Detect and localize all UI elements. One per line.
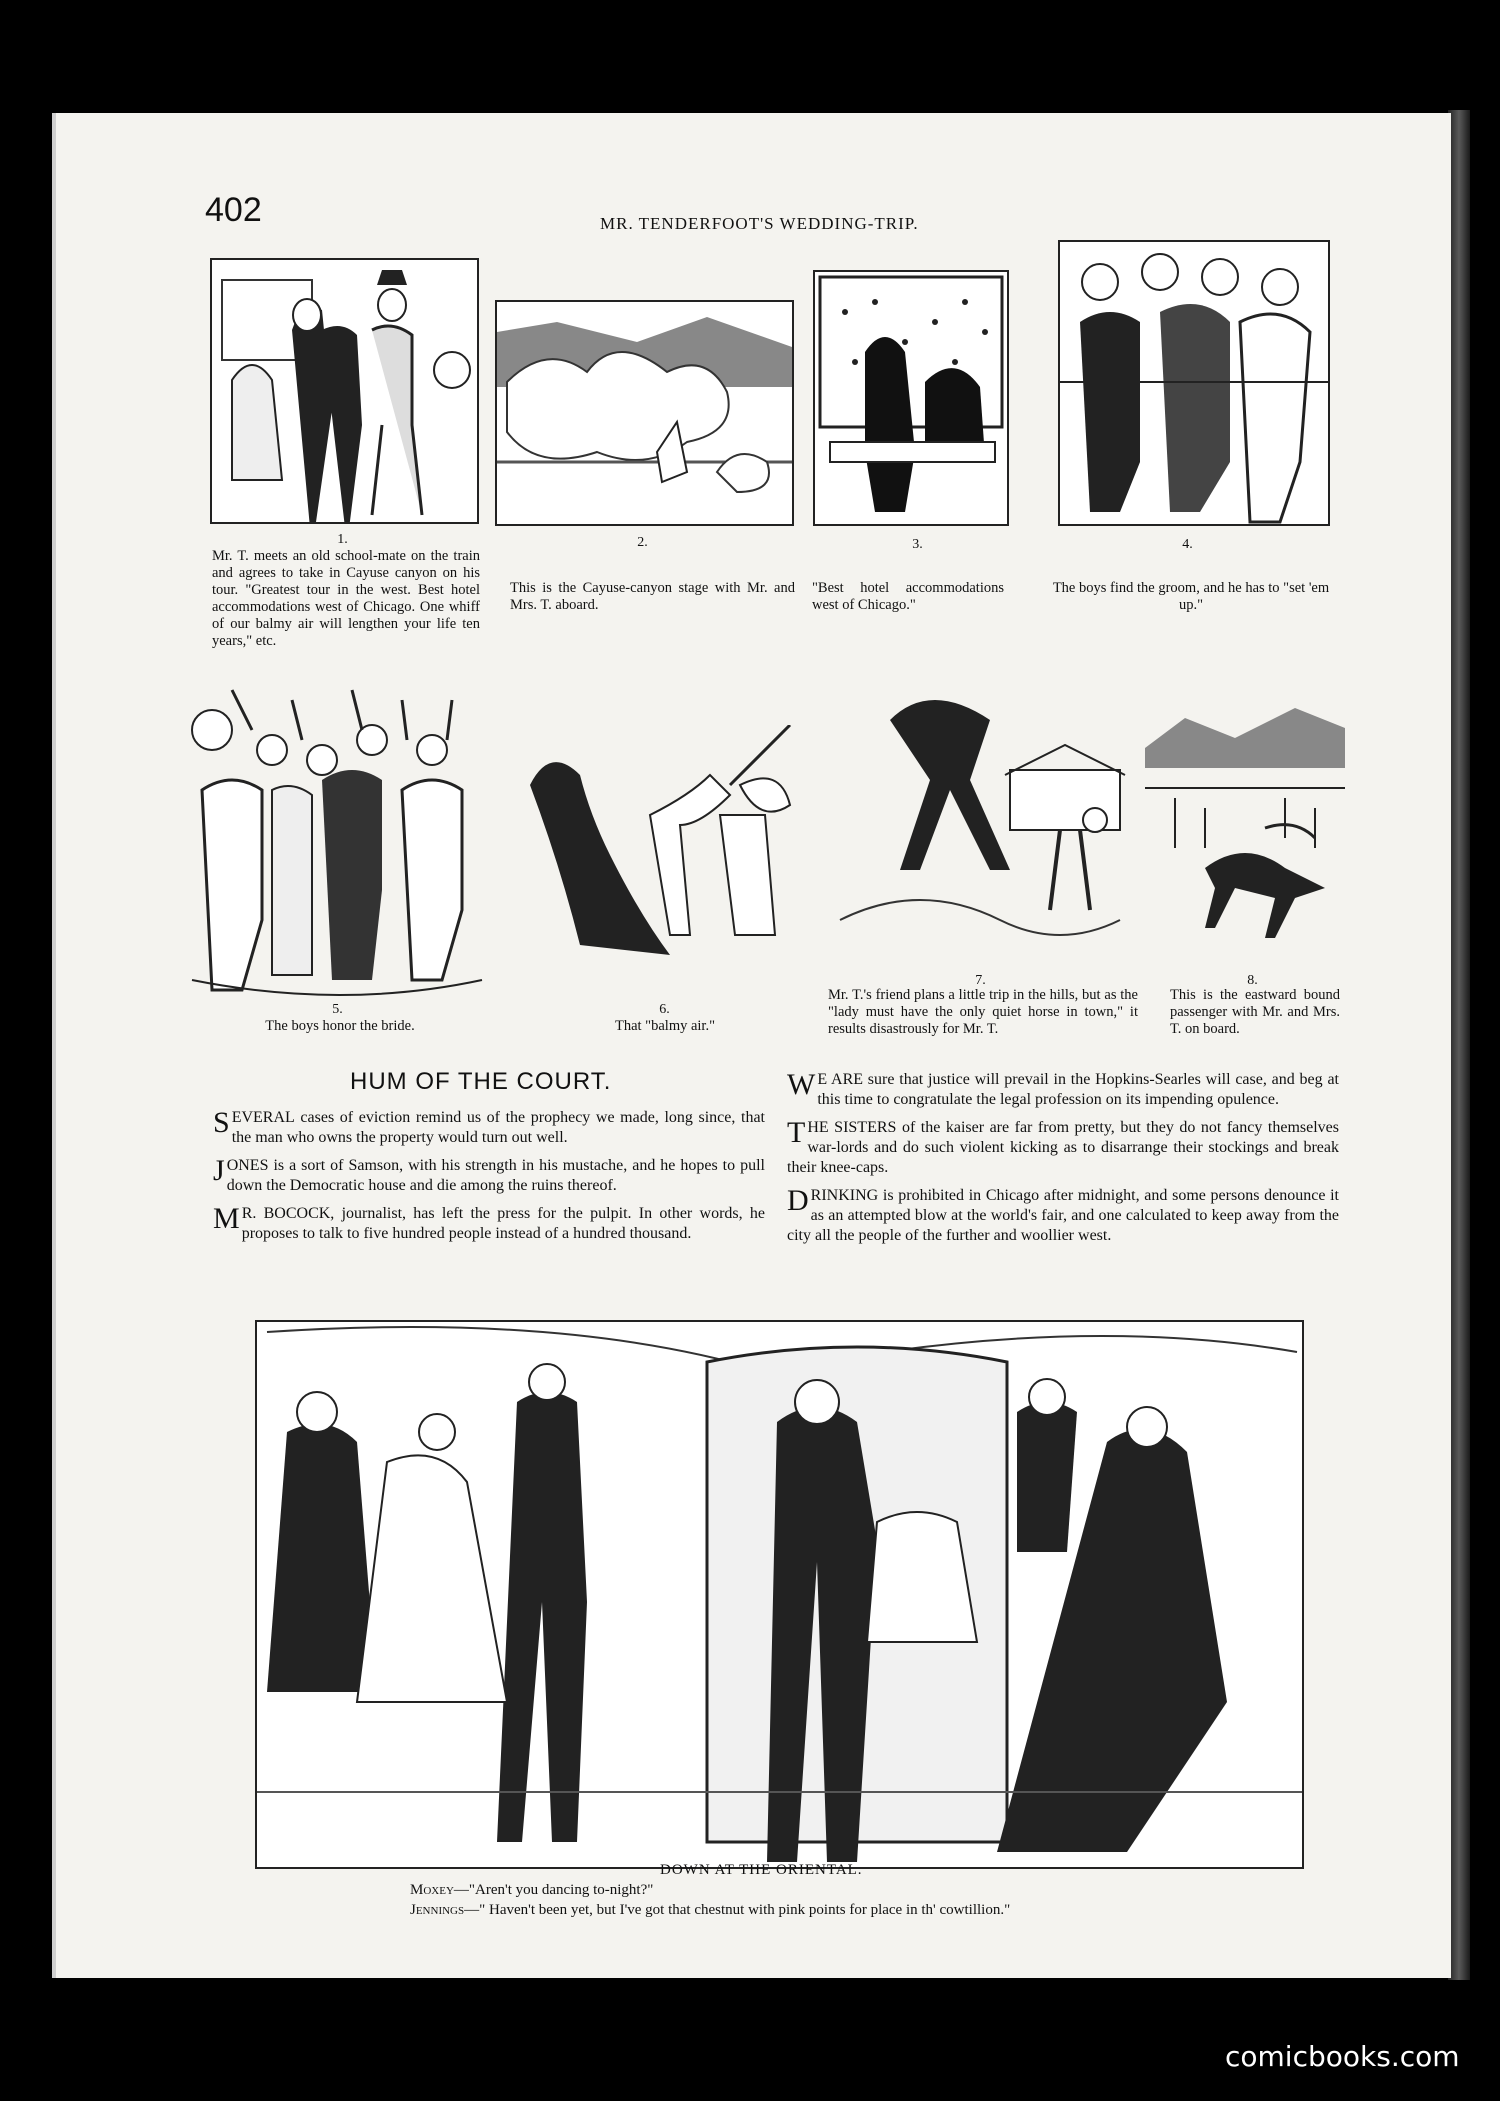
hum-right-column (787, 1070, 1339, 1254)
hum-of-the-court-title: HUM OF THE COURT. (350, 1068, 612, 1095)
panel-4-number: 4. (1182, 537, 1193, 552)
book-spine (1448, 110, 1470, 1980)
oriental-dialogue-jennings: Jennings—" Haven't been yet, but I've got that chestnut with pink points for place in th' cowtillion." (410, 1902, 1011, 1918)
hum-paragraph: SEVERAL cases of eviction remind us of the prophecy we made, long since, that the man who owns the property would turn out well. (213, 1106, 765, 1146)
panel-7-number: 7. (975, 973, 986, 988)
hum-paragraph: W E ARE sure that justice will prevail in the Hopkins-Searles will case, and beg at this time to congratulate the legal profession on its impending opulence. (787, 1068, 1339, 1108)
panel-5-illustration (172, 680, 492, 1000)
panel-1-number: 1. (337, 532, 348, 547)
panel-5-caption: The boys honor the bride. (265, 1018, 415, 1034)
hum-paragraph: JONES is a sort of Samson, with his strength in his mustache, and he hopes to pull down the Democratic house and die among the ruins thereof. (213, 1154, 765, 1194)
panel-3-caption: "Best hotel accommodations west of Chicago." (812, 580, 1004, 613)
site-watermark: comicbooks.com (1225, 2040, 1460, 2073)
panel-2-caption: This is the Cayuse-canyon stage with Mr. and Mrs. T. aboard. (510, 580, 795, 613)
panel-5-number: 5. (332, 1002, 343, 1017)
panel-6-number: 6. (659, 1002, 670, 1017)
panel-2-illustration (495, 300, 794, 526)
panel-8-caption: This is the eastward bound passenger with Mr. and Mrs. T. on board. (1170, 987, 1340, 1037)
page-number: 402 (205, 191, 262, 229)
panel-4-illustration (1058, 240, 1330, 526)
panel-7-illustration (830, 680, 1140, 980)
hum-paragraph: THE SISTERS of the kaiser are far from pretty, but they do not fancy themselves war-lords and do such violent kicking as to disarrange their stockings and break their knee-caps. (787, 1116, 1339, 1176)
panel-1-caption: Mr. T. meets an old school-mate on the train and agrees to take in Cayuse canyon on his tour. "Greatest tour in the west. Best hotel accommodations west of Chicago. One whiff of our balmy air will lengthen your life ten years," etc. (212, 548, 480, 649)
oriental-dialogue-moxey: Moxey—"Aren't you dancing to-night?" (410, 1882, 654, 1898)
panel-7-caption: Mr. T.'s friend plans a little trip in the hills, but as the "lady must have the only quiet horse in town," it results disastrously for Mr. T. (828, 987, 1138, 1037)
panel-6-illustration (500, 725, 820, 965)
oriental-title: DOWN AT THE ORIENTAL. (660, 1862, 863, 1878)
oriental-illustration (255, 1320, 1304, 1869)
panel-6-caption: That "balmy air." (614, 1018, 716, 1034)
panel-8-illustration (1145, 688, 1345, 963)
panel-1-illustration (210, 258, 479, 524)
panel-3-number: 3. (912, 537, 923, 552)
running-head: MR. TENDERFOOT'S WEDDING-TRIP. (600, 214, 919, 233)
hum-paragraph: DRINKING is prohibited in Chicago after midnight, and some persons denounce it as an attempted blow at the world's fair, and one calculated to keep away from the city all the people of the further and woollier west. (787, 1184, 1339, 1244)
panel-3-illustration (813, 270, 1009, 526)
panel-2-number: 2. (637, 535, 648, 550)
panel-4-caption: The boys find the groom, and he has to "set 'em up." (1052, 580, 1330, 613)
hum-paragraph: M R. BOCOCK, journalist, has left the press for the pulpit. In other words, he proposes to talk to five hundred people instead of a hundred thousand. (213, 1202, 765, 1242)
hum-left-column (213, 1108, 765, 1252)
panel-8-number: 8. (1247, 973, 1258, 988)
